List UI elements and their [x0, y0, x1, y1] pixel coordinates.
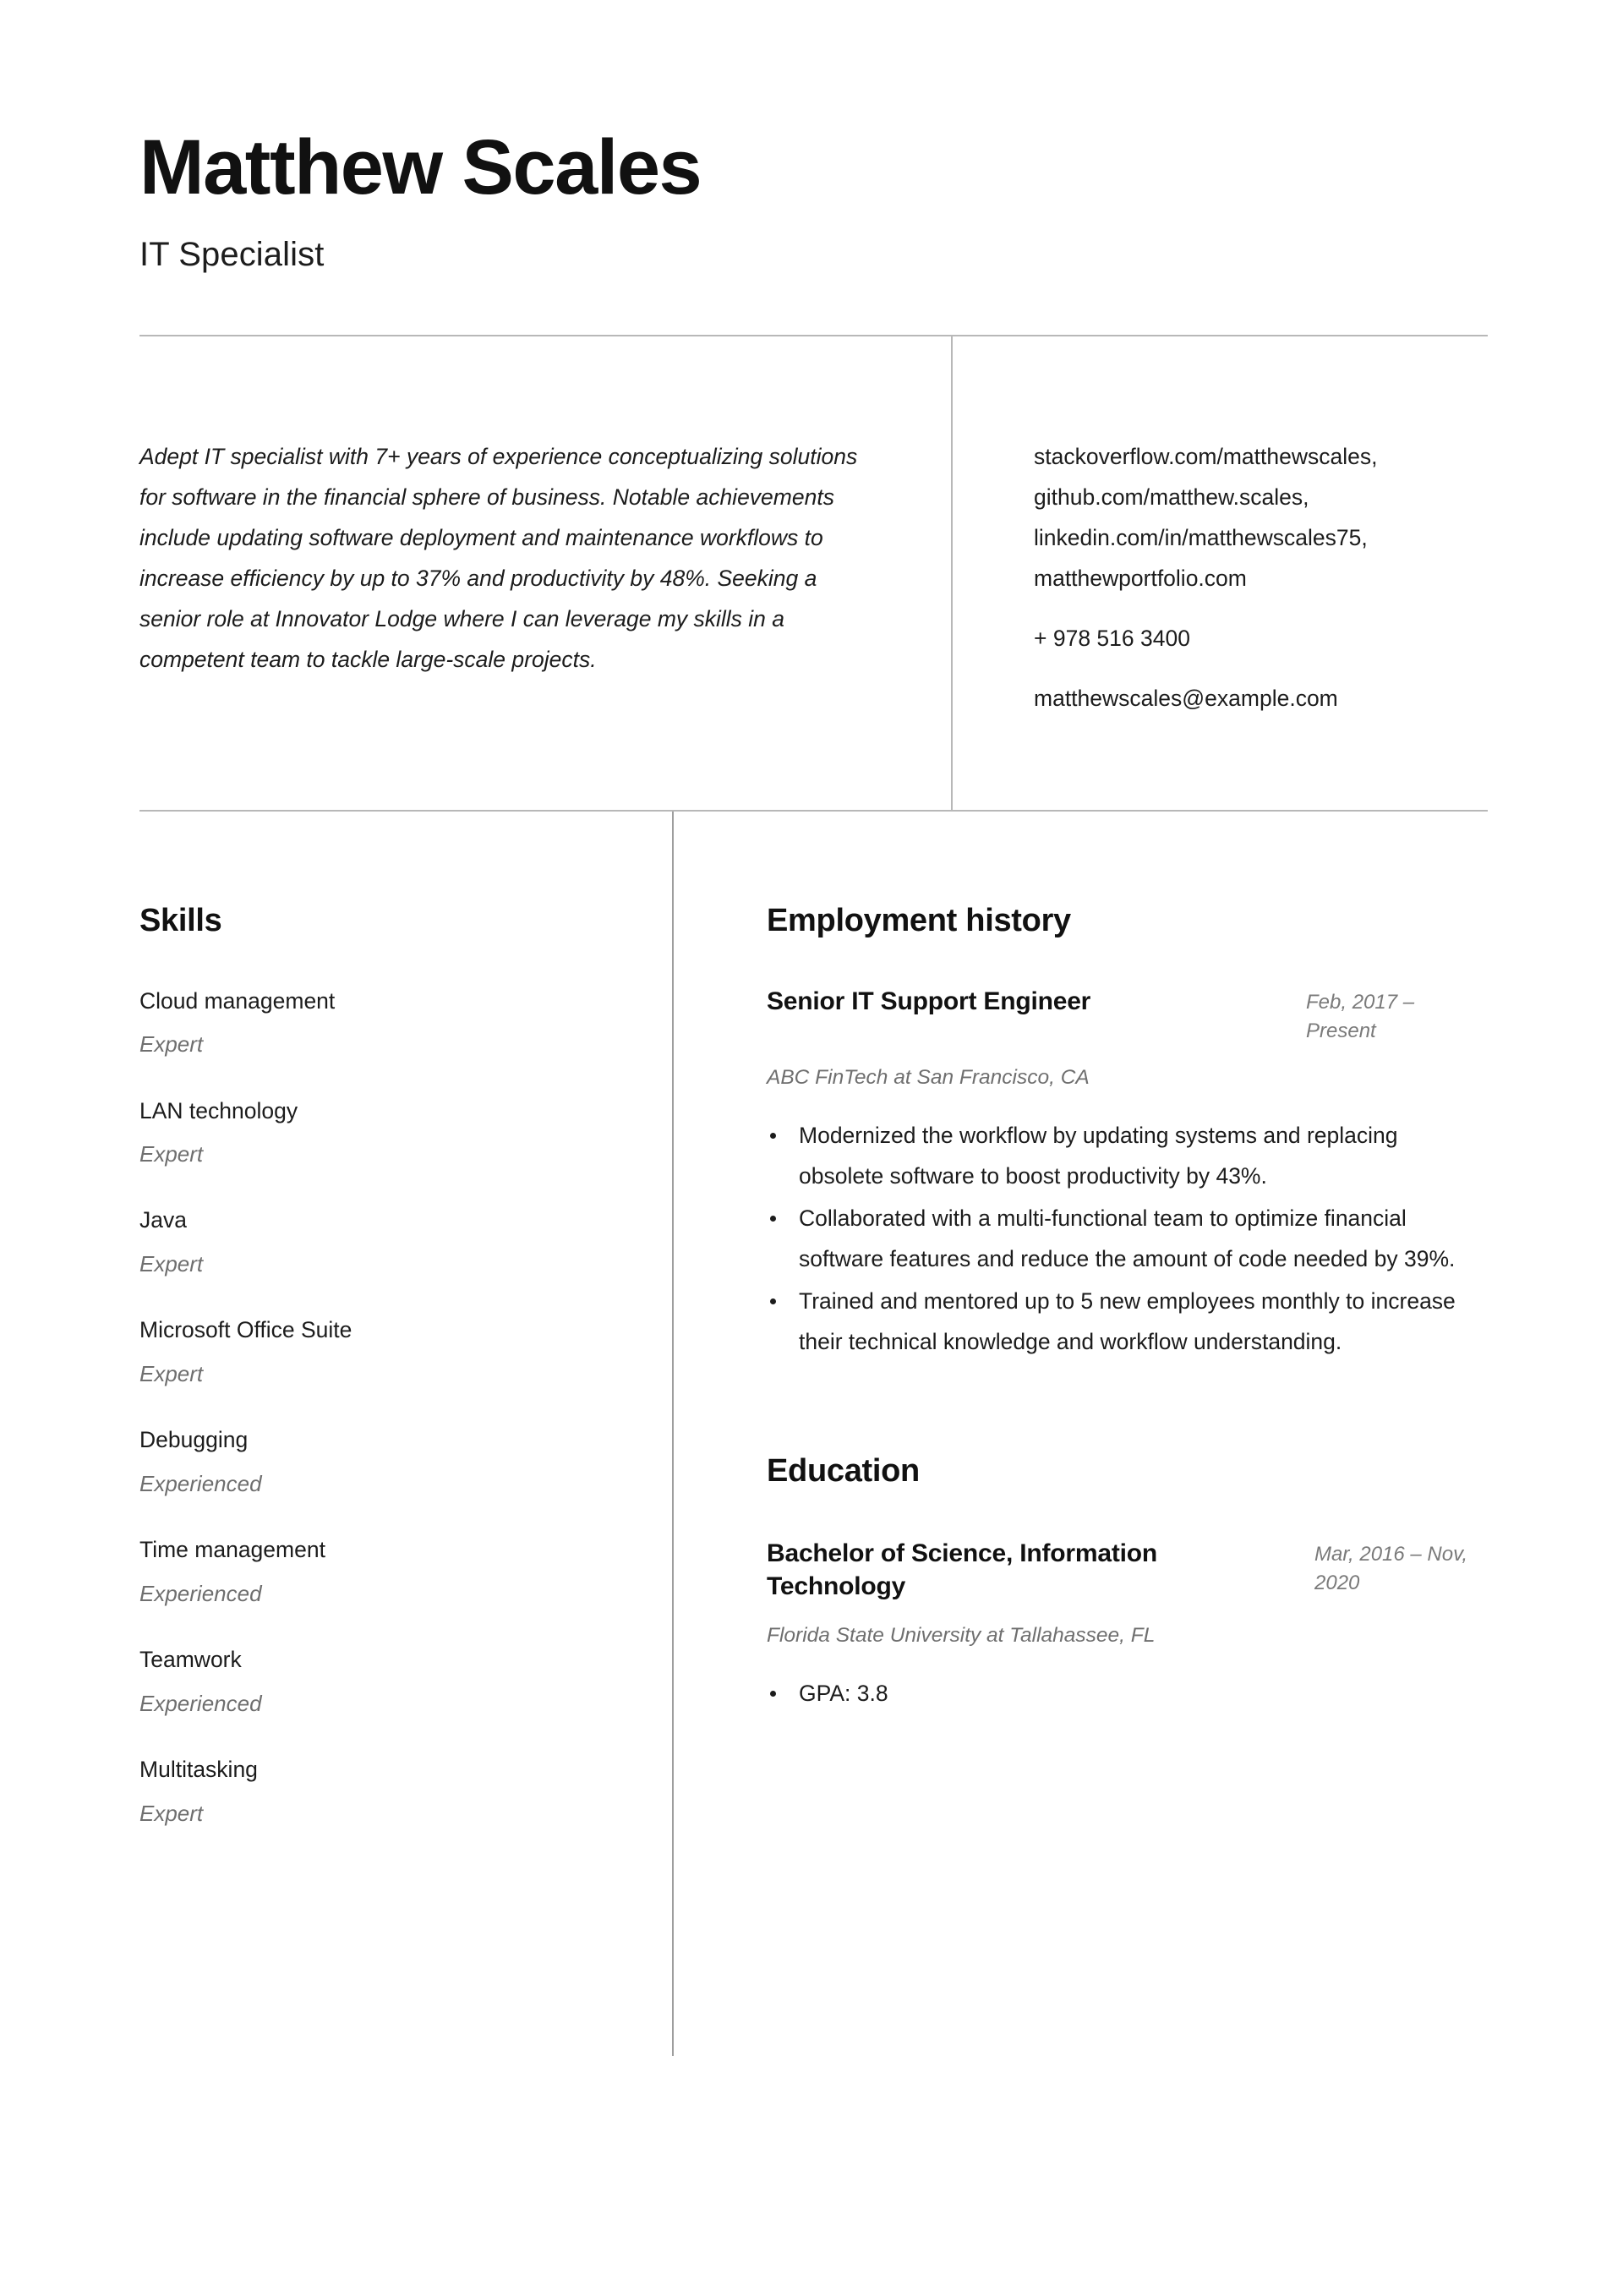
skill-name: Java: [139, 1207, 187, 1233]
skills-section-title: Skills: [139, 902, 222, 938]
education-section: [767, 1453, 1488, 1714]
skill-item: [139, 1645, 613, 1717]
education-date-range: Mar, 2016 – Nov, 2020: [1314, 1542, 1467, 1594]
skill-item: [139, 1315, 613, 1387]
candidate-name: Matthew Scales: [139, 124, 702, 210]
skill-level: Expert: [139, 1250, 204, 1276]
education-section-title: Education: [767, 1452, 920, 1489]
contact-link-github[interactable]: github.com/matthew.scales,: [1034, 484, 1309, 510]
contact-link-stackoverflow[interactable]: stackoverflow.com/matthewscales,: [1034, 443, 1378, 469]
education-institution: Florida State University at Tallahassee, FL: [767, 1623, 1156, 1647]
contact-phone[interactable]: + 978 516 3400: [1034, 625, 1190, 651]
employment-bullet-list: [767, 1115, 1488, 1362]
skill-name: Cloud management: [139, 987, 336, 1014]
skill-item: [139, 1425, 613, 1497]
skill-item: [139, 1755, 613, 1827]
skill-level: Expert: [139, 1360, 204, 1386]
skill-item: [139, 987, 613, 1058]
contact-details: [1034, 436, 1488, 719]
contact-column: [953, 336, 1488, 810]
skill-level: Experienced: [139, 1580, 262, 1606]
employment-entry-header: [767, 985, 1488, 1046]
skill-item: [139, 1205, 613, 1277]
skill-level: Experienced: [139, 1470, 262, 1496]
summary-contact-band: [139, 335, 1488, 812]
employment-entry: [767, 985, 1488, 1362]
body-columns: [139, 812, 1488, 2056]
skill-item: [139, 1535, 613, 1607]
skill-item: [139, 1096, 613, 1168]
employment-section-title: Employment history: [767, 902, 1071, 938]
education-entry-header: [767, 1537, 1488, 1604]
education-bullet-list: [767, 1673, 1488, 1714]
skill-name: Microsoft Office Suite: [139, 1317, 352, 1343]
skill-level: Expert: [139, 1140, 204, 1167]
contact-links: [1034, 436, 1488, 599]
professional-summary: Adept IT specialist with 7+ years of experience conceptualizing solutions for software in the financial sphere of business. Notable achievements include updating software deployment and maintenance workflows to increase efficiency by up to 37% and productivity by 48%. Seeking a senior role at Innovator Lodge where I can leverage my skills in a competent team to tackle large-scale projects.: [139, 443, 858, 672]
employment-date-range: Feb, 2017 – Present: [1306, 990, 1415, 1042]
contact-link-linkedin[interactable]: linkedin.com/in/matthewscales75,: [1034, 524, 1368, 550]
education-degree: Bachelor of Science, Information Technology: [767, 1539, 1158, 1601]
employment-bullet: Collaborated with a multi-functional team to optimize financial software features and reduce the amount of code needed by 39%.: [767, 1198, 1475, 1279]
employment-role: Senior IT Support Engineer: [767, 987, 1091, 1015]
experience-column: [674, 903, 1488, 2056]
skills-column: [139, 903, 672, 2056]
employment-bullet: Modernized the workflow by updating systems and replacing obsolete software to boost productivity by 43%.: [767, 1115, 1475, 1196]
contact-email[interactable]: matthewscales@example.com: [1034, 685, 1338, 711]
skill-name: Debugging: [139, 1427, 249, 1453]
skill-level: Expert: [139, 1031, 204, 1058]
employment-bullet: Trained and mentored up to 5 new employees monthly to increase their technical knowledge and workflow understanding.: [767, 1281, 1475, 1362]
contact-link-portfolio[interactable]: matthewportfolio.com: [1034, 565, 1247, 591]
skill-level: Expert: [139, 1800, 204, 1826]
employment-organization: ABC FinTech at San Francisco, CA: [767, 1065, 1090, 1089]
candidate-job-title: IT Specialist: [139, 235, 325, 273]
summary-column: [139, 336, 951, 810]
skill-level: Experienced: [139, 1690, 262, 1716]
masthead: [0, 0, 1623, 274]
skill-name: Time management: [139, 1537, 325, 1563]
skill-name: LAN technology: [139, 1097, 298, 1123]
education-entry: [767, 1537, 1488, 1714]
skill-name: Teamwork: [139, 1647, 242, 1673]
education-bullet: GPA: 3.8: [767, 1673, 1475, 1714]
skill-name: Multitasking: [139, 1757, 258, 1783]
